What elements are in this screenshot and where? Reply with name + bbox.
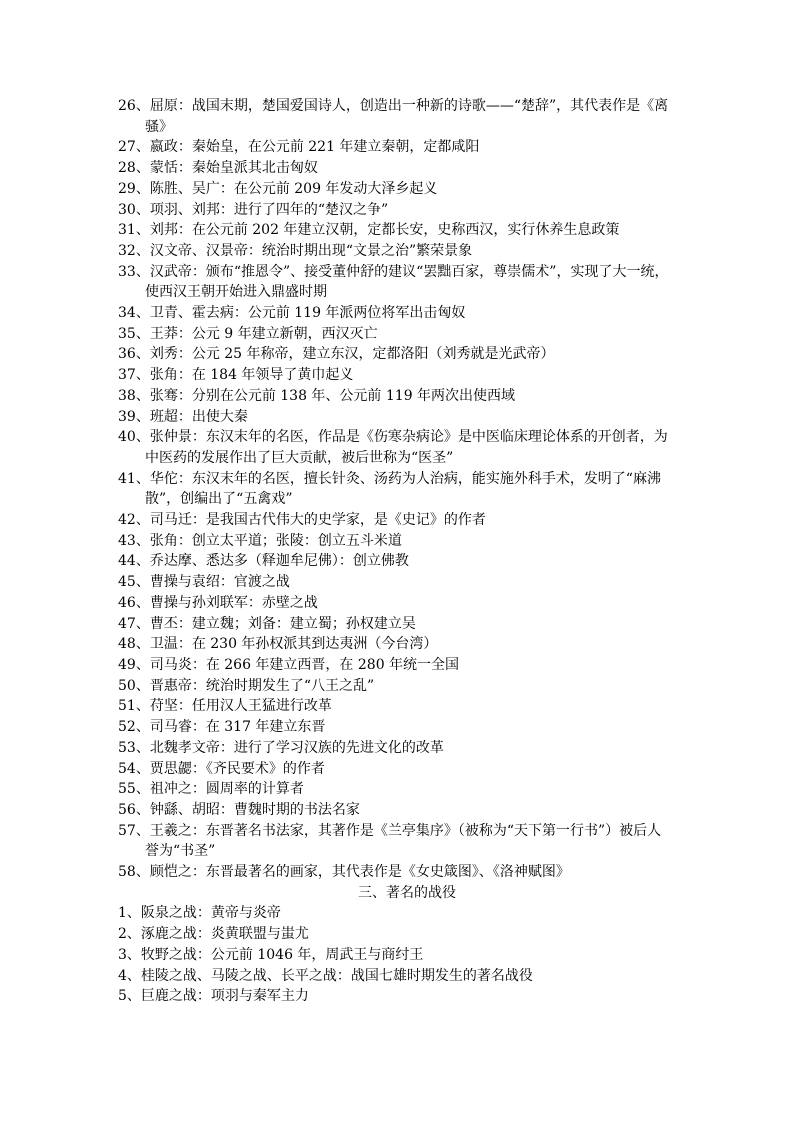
list-item: [118, 158, 688, 179]
list-item-text: 47、曹丕：建立魏；刘备：建立蜀；孙权建立吴: [118, 615, 416, 632]
list-item: [118, 759, 688, 780]
list-item-text: 40、张仲景：东汉末年的名医，作品是《伤寒杂病论》是中医临床理论体系的开创者，为: [118, 429, 668, 446]
list-item-text: 43、张角：创立太平道；张陵：创立五斗米道: [118, 532, 402, 549]
list-item: [118, 738, 688, 759]
list-item-text: 54、贾思勰：《齐民要术》的作者: [118, 760, 325, 777]
list-item-text: 45、曹操与袁绍：官渡之战: [118, 574, 290, 591]
list-item: [118, 862, 688, 883]
list-item-text: 56、钟繇、胡昭：曹魏时期的书法名家: [118, 801, 360, 818]
list-item-text: 58、顾恺之：东晋最著名的画家，其代表作是《女史箴图》、《洛神赋图》: [118, 864, 570, 881]
list-item-continuation: 骚》: [145, 118, 173, 135]
document-content: [118, 96, 688, 1007]
battle-item: 2、涿鹿之战：炎黄联盟与蚩尤: [118, 926, 309, 943]
list-item: [118, 200, 688, 221]
list-item: [118, 427, 688, 468]
list-item-continuation: 散”，创编出了“五禽戏”: [145, 491, 293, 508]
list-item-text: 33、汉武帝：颁布“推恩令”、接受董仲舒的建议“罢黜百家，尊崇儒术”，实现了大一统，: [118, 263, 669, 280]
list-item-text: 30、项羽、刘邦：进行了四年的“楚汉之争”: [118, 201, 389, 218]
list-item-continuation: 誉为“书圣”: [145, 843, 216, 860]
list-item: [118, 324, 688, 345]
list-item-text: 51、苻坚：任用汉人王猛进行改革: [118, 698, 332, 715]
list-item-text: 48、卫温：在 230 年孙权派其到达夷洲（今台湾）: [118, 636, 438, 653]
list-item: [118, 531, 688, 552]
battle-item: 3、牧野之战：公元前 1046 年，周武王与商纣王: [118, 946, 424, 963]
list-item: [118, 365, 688, 386]
list-item-text: 49、司马炎：在 266 年建立西晋，在 280 年统一全国: [118, 656, 460, 673]
list-item: [118, 386, 688, 407]
list-item: [118, 593, 688, 614]
list-item: [118, 696, 688, 717]
list-item: [118, 344, 688, 365]
list-item-text: 31、刘邦：在公元前 202 年建立汉朝，定都长安，史称西汉，实行休养生息政策: [118, 222, 620, 239]
list-item-text: 52、司马睿：在 317 年建立东晋: [118, 719, 326, 736]
list-item-text: 38、张骞：分别在公元前 138 年、公元前 119 年两次出使西域: [118, 387, 516, 404]
list-item: [118, 551, 688, 572]
list-item-text: 55、祖冲之：圆周率的计算者: [118, 781, 304, 798]
battle-item: 1、阪泉之战：黄帝与炎帝: [118, 905, 281, 922]
list-item: [118, 779, 688, 800]
list-item: [118, 614, 688, 635]
list-item: [118, 96, 688, 137]
list-item-text: 46、曹操与孙刘联军：赤壁之战: [118, 594, 318, 611]
list-item: [118, 469, 688, 510]
list-item-text: 28、蒙恬：秦始皇派其北击匈奴: [118, 160, 318, 177]
list-item-continuation: 中医药的发展作出了巨大贡献，被后世称为“医圣”: [145, 449, 454, 466]
list-item: [118, 137, 688, 158]
battles-list: [118, 903, 688, 1007]
list-item-text: 41、华佗：东汉末年的名医，擅长针灸、汤药为人治病，能实施外科手术，发明了“麻沸: [118, 470, 661, 487]
list-item: [118, 655, 688, 676]
list-item: [118, 179, 688, 200]
battle-item: 4、桂陵之战、马陵之战、长平之战：战国七雄时期发生的著名战役: [118, 967, 533, 984]
battle-item: 5、巨鹿之战：项羽与秦军主力: [118, 988, 309, 1005]
list-item: [118, 510, 688, 531]
list-item-text: 50、晋惠帝：统治时期发生了“八王之乱”: [118, 677, 375, 694]
list-item: [118, 717, 688, 738]
list-item-text: 27、嬴政：秦始皇，在公元前 221 年建立秦朝，定都咸阳: [118, 139, 480, 156]
list-item-text: 42、司马迁：是我国古代伟大的史学家，是《史记》的作者: [118, 512, 486, 529]
list-item: [118, 407, 688, 428]
list-item: [118, 262, 688, 303]
list-item: [118, 303, 688, 324]
list-item-text: 29、陈胜、吴广：在公元前 209 年发动大泽乡起义: [118, 180, 438, 197]
list-item: [118, 821, 688, 862]
list-item: [118, 241, 688, 262]
list-item-continuation: 使西汉王朝开始进入鼎盛时期: [145, 284, 327, 301]
list-item-text: 34、卫青、霍去病：公元前 119 年派两位将军出击匈奴: [118, 305, 466, 322]
list-item-text: 39、班超：出使大秦: [118, 408, 248, 425]
list-item-text: 36、刘秀：公元 25 年称帝，建立东汉，定都洛阳（刘秀就是光武帝）: [118, 346, 555, 363]
list-item-text: 32、汉文帝、汉景帝：统治时期出现“文景之治”繁荣景象: [118, 242, 473, 259]
list-item: [118, 220, 688, 241]
list-item-text: 35、王莽：公元 9 年建立新朝，西汉灭亡: [118, 325, 378, 342]
historical-figures-list: [118, 96, 688, 883]
section-title: 三、著名的战役: [358, 884, 456, 901]
list-item: [118, 572, 688, 593]
list-item: [118, 676, 688, 697]
list-item-text: 53、北魏孝文帝：进行了学习汉族的先进文化的改革: [118, 739, 444, 756]
list-item-text: 37、张角：在 184 年领导了黄巾起义: [118, 367, 354, 384]
list-item-text: 57、王羲之：东晋著名书法家，其著作是《兰亭集序》（被称为“天下第一行书”）被后人: [118, 822, 662, 839]
list-item: [118, 634, 688, 655]
list-item-text: 44、乔达摩、悉达多（释迦牟尼佛）：创立佛教: [118, 553, 409, 570]
list-item: [118, 800, 688, 821]
list-item-text: 26、屈原：战国末期，楚国爱国诗人，创造出一种新的诗歌——“楚辞”，其代表作是《离: [118, 98, 669, 114]
